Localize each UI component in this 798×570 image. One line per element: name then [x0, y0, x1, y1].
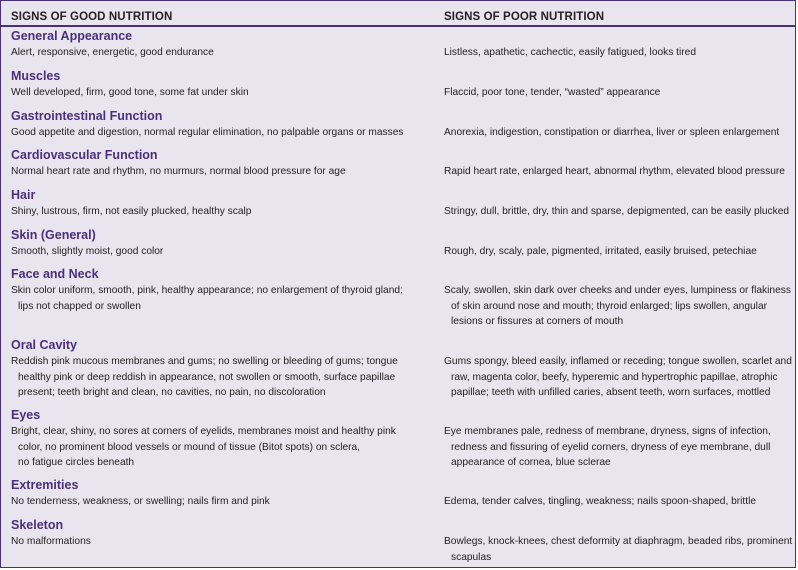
poor-signs-text: scapulas	[451, 551, 492, 563]
poor-signs-cell	[444, 534, 794, 565]
poor-signs-text: redness and fissuring of eyelid corners, dryness of eye membrane, dull	[451, 441, 771, 453]
good-signs-cell	[11, 125, 416, 141]
poor-signs-text: appearance of cornea, blue sclerae	[451, 457, 611, 468]
good-signs-text: Normal heart rate and rhythm, no murmurs, normal blood pressure for age	[11, 166, 346, 177]
poor-signs-text: papillae; teeth with unfilled caries, absent teeth, worn surfaces, mottled	[451, 387, 771, 398]
poor-signs-text: Stringy, dull, brittle, dry, thin and sparse, depigmented, can be easily plucked	[444, 206, 790, 217]
good-nutrition-column-header: SIGNS OF GOOD NUTRITION	[11, 11, 173, 23]
good-signs-cell	[11, 354, 416, 401]
table-header	[1, 1, 796, 27]
section-title: Skeleton	[11, 518, 64, 532]
good-signs-cell	[11, 534, 416, 550]
good-signs-text: Well developed, firm, good tone, some fat under skin	[11, 87, 249, 98]
poor-signs-text: Rough, dry, scaly, pale, pigmented, irritated, easily bruised, petechiae	[444, 246, 757, 257]
poor-nutrition-column-header: SIGNS OF POOR NUTRITION	[444, 11, 605, 23]
section-title: Hair	[11, 188, 36, 202]
good-signs-cell	[11, 424, 416, 471]
poor-signs-cell	[444, 45, 794, 61]
good-signs-text: Reddish pink mucous membranes and gums; no swelling or bleeding of gums; tongue	[11, 356, 398, 367]
section-title: Face and Neck	[11, 267, 99, 281]
section-title: Muscles	[11, 69, 61, 83]
poor-signs-text: Scaly, swollen, skin dark over cheeks and under eyes, lumpiness or flakiness	[444, 285, 791, 296]
poor-signs-cell	[444, 424, 794, 471]
good-signs-cell	[11, 204, 416, 220]
poor-signs-text: Bowlegs, knock-knees, chest deformity at diaphragm, beaded ribs, prominent	[444, 536, 793, 547]
good-signs-cell	[11, 45, 416, 61]
good-signs-text: color, no prominent blood vessels or mound of tissue (Bitot spots) on sclera,	[18, 441, 361, 453]
section-title: Eyes	[11, 408, 41, 422]
section-title: Cardiovascular Function	[11, 148, 158, 162]
poor-signs-text: raw, magenta color, beefy, hyperemic and hypertrophic papillae, atrophic	[451, 371, 778, 383]
good-signs-cell	[11, 283, 416, 314]
good-signs-text: Skin color uniform, smooth, pink, healthy appearance; no enlargement of thyroid gland;	[11, 285, 403, 296]
good-signs-cell	[11, 244, 416, 260]
good-signs-cell	[11, 494, 416, 510]
poor-signs-text: Eye membranes pale, redness of membrane, dryness, signs of infection,	[444, 426, 771, 437]
section-title: Extremities	[11, 478, 79, 492]
good-signs-text: Shiny, lustrous, firm, not easily plucked, healthy scalp	[11, 206, 252, 217]
poor-signs-cell	[444, 244, 794, 260]
good-signs-text: No tenderness, weakness, or swelling; nails firm and pink	[11, 496, 270, 507]
good-signs-cell	[11, 85, 416, 101]
good-signs-cell	[11, 164, 416, 180]
section-title: Skin (General)	[11, 228, 96, 242]
poor-signs-cell	[444, 164, 794, 180]
poor-signs-text: Flaccid, poor tone, tender, “wasted” appearance	[444, 87, 661, 98]
poor-signs-text: Anorexia, indigestion, constipation or diarrhea, liver or spleen enlargement	[444, 127, 780, 138]
poor-signs-cell	[444, 283, 794, 330]
poor-signs-text: of skin around nose and mouth; thyroid enlarged; lips swollen, angular	[451, 300, 768, 312]
good-signs-text: Bright, clear, shiny, no sores at corners of eyelids, membranes moist and healthy pink	[11, 426, 396, 437]
poor-signs-cell	[444, 354, 794, 401]
good-signs-text: Good appetite and digestion, normal regular elimination, no palpable organs or masses	[11, 127, 404, 138]
section-title: General Appearance	[11, 29, 133, 43]
poor-signs-cell	[444, 125, 794, 141]
poor-signs-text: lesions or fissures at corners of mouth	[451, 316, 624, 327]
poor-signs-text: Gums spongy, bleed easily, inflamed or receding; tongue swollen, scarlet and	[444, 356, 792, 367]
poor-signs-text: Rapid heart rate, enlarged heart, abnormal rhythm, elevated blood pressure	[444, 166, 785, 177]
good-signs-text: Smooth, slightly moist, good color	[11, 246, 164, 257]
poor-signs-text: Listless, apathetic, cachectic, easily fatigued, looks tired	[444, 47, 696, 58]
poor-signs-text: Edema, tender calves, tingling, weakness; nails spoon-shaped, brittle	[444, 496, 757, 507]
good-signs-text: healthy pink or deep reddish in appearance, not swollen or smooth, surface papillae	[18, 371, 396, 383]
section-title: Oral Cavity	[11, 338, 78, 352]
good-signs-text: present; teeth bright and clean, no cavities, no pain, no discoloration	[18, 387, 326, 398]
section-title: Gastrointestinal Function	[11, 109, 163, 123]
poor-signs-cell	[444, 85, 794, 101]
good-signs-text: Alert, responsive, energetic, good endurance	[11, 47, 214, 58]
poor-signs-cell	[444, 204, 794, 220]
good-signs-text: No malformations	[11, 536, 91, 547]
good-signs-text: no fatigue circles beneath	[18, 457, 135, 468]
poor-signs-cell	[444, 494, 794, 510]
good-signs-text: lips not chapped or swollen	[18, 300, 141, 312]
